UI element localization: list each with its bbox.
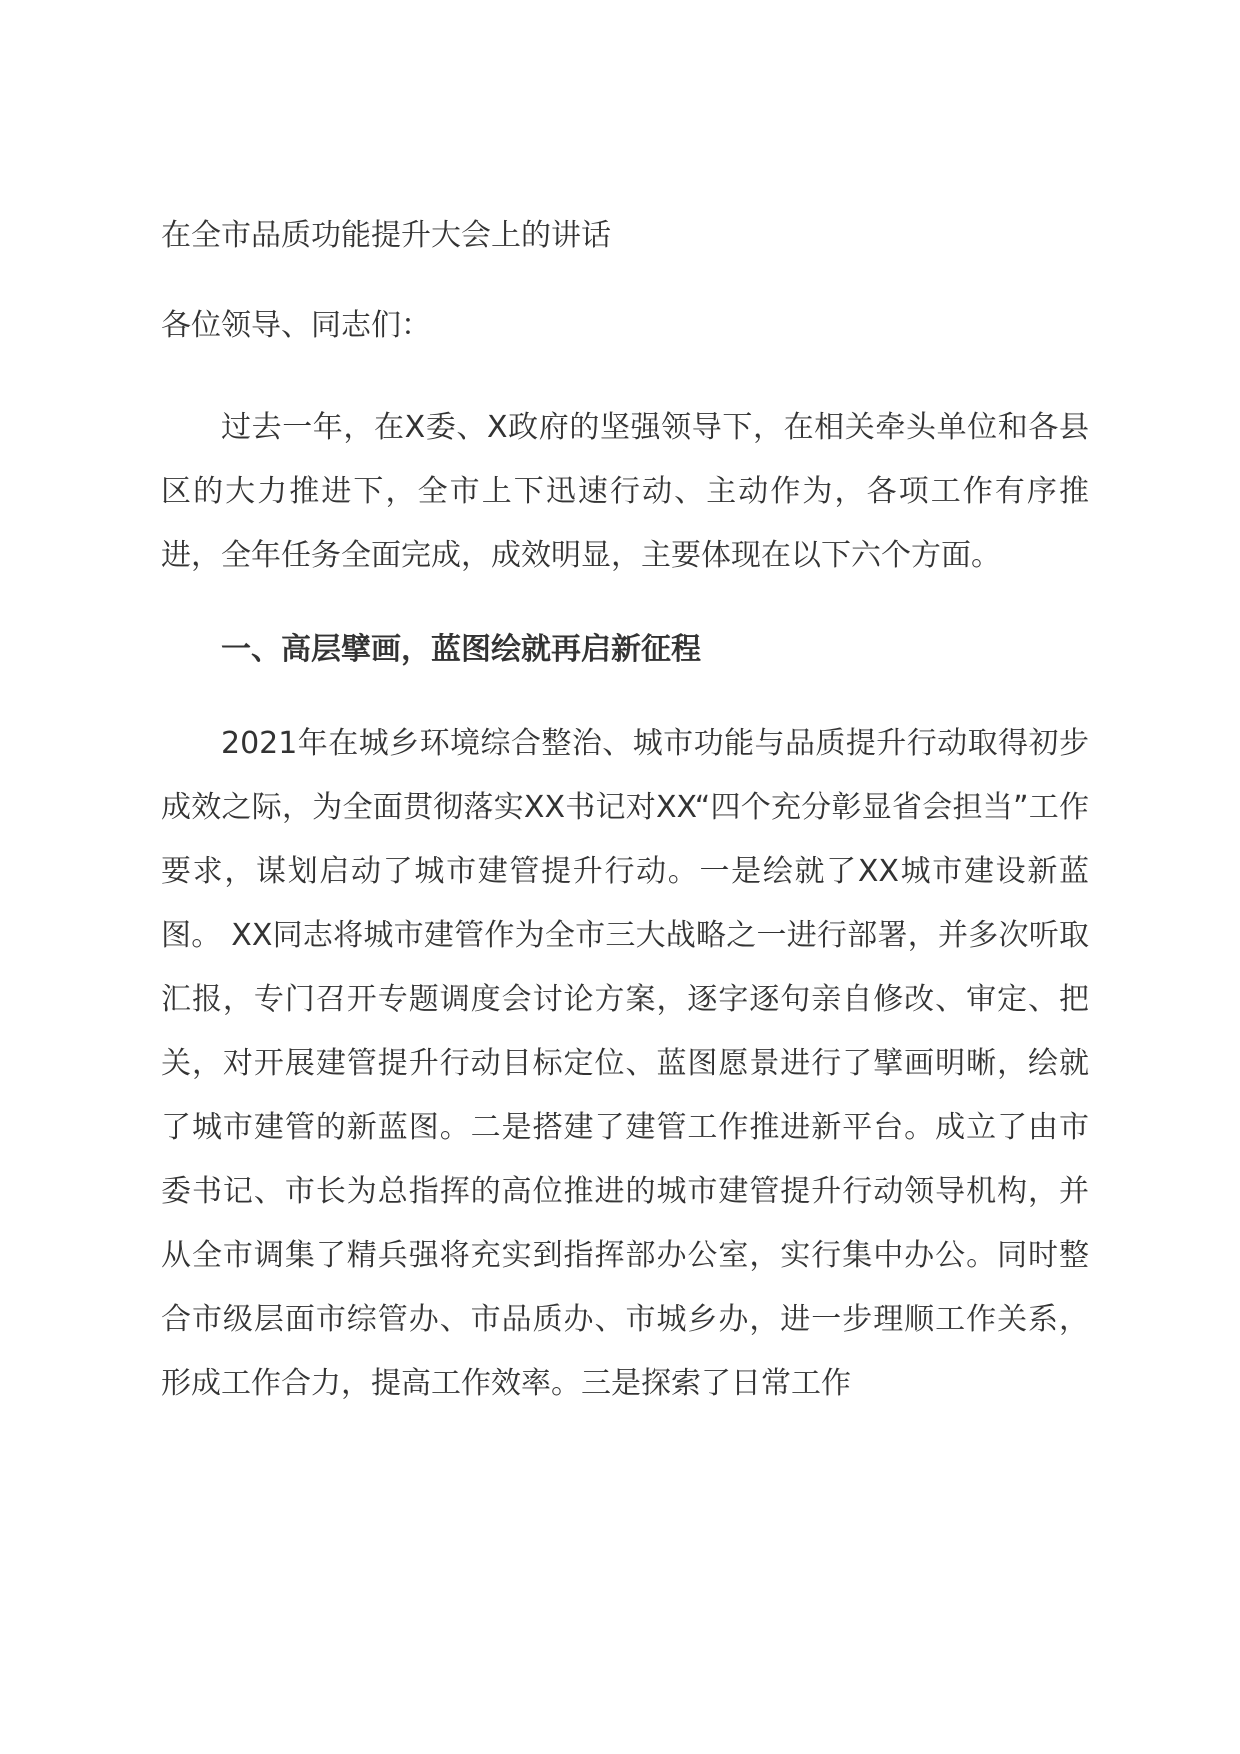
paragraph-section-1: 2021年在城乡环境综合整治、城市功能与品质提升行动取得初步成效之际，为全面贯彻落实XX书记对XX“四个充分彰显省会担当”工作要求，谋划启动了城市建管提升行动。一是绘就了XX城市建设新蓝图。 XX同志将城市建管作为全市三大战略之一进行部署，并多次听取汇报，专门召开专题调度会讨论方案，逐字逐句亲自修改、审定、把关，对开展建管提升行动目标定位、蓝图愿景进行了擘画明晰，绘就了城市建管的新蓝图。二是搭建了建管工作推进新平台。成立了由市委书记、市长为总指挥的高位推进的城市建管提升行动领导机构，并从全市调集了精兵强将充实到指挥部办公室，实行集中办公。同时整合市级层面市综管办、市品质办、市城乡办，进一步理顺工作关系，形成工作合力，提高工作效率。三是探索了日常工作 <box>161 726 1089 1401</box>
salutation: 各位领导、同志们： <box>161 308 431 343</box>
section-heading-1: 一、高层擘画，蓝图绘就再启新征程 <box>221 632 701 667</box>
document-body <box>161 216 1089 1416</box>
paragraph-intro: 过去一年，在X委、X政府的坚强领导下，在相关牵头单位和各县区的大力推进下，全市上下迅速行动、主动作为，各项工作有序推进，全年任务全面完成，成效明显，主要体现在以下六个方面。 <box>161 410 1089 573</box>
document-title: 在全市品质功能提升大会上的讲话 <box>161 218 611 253</box>
